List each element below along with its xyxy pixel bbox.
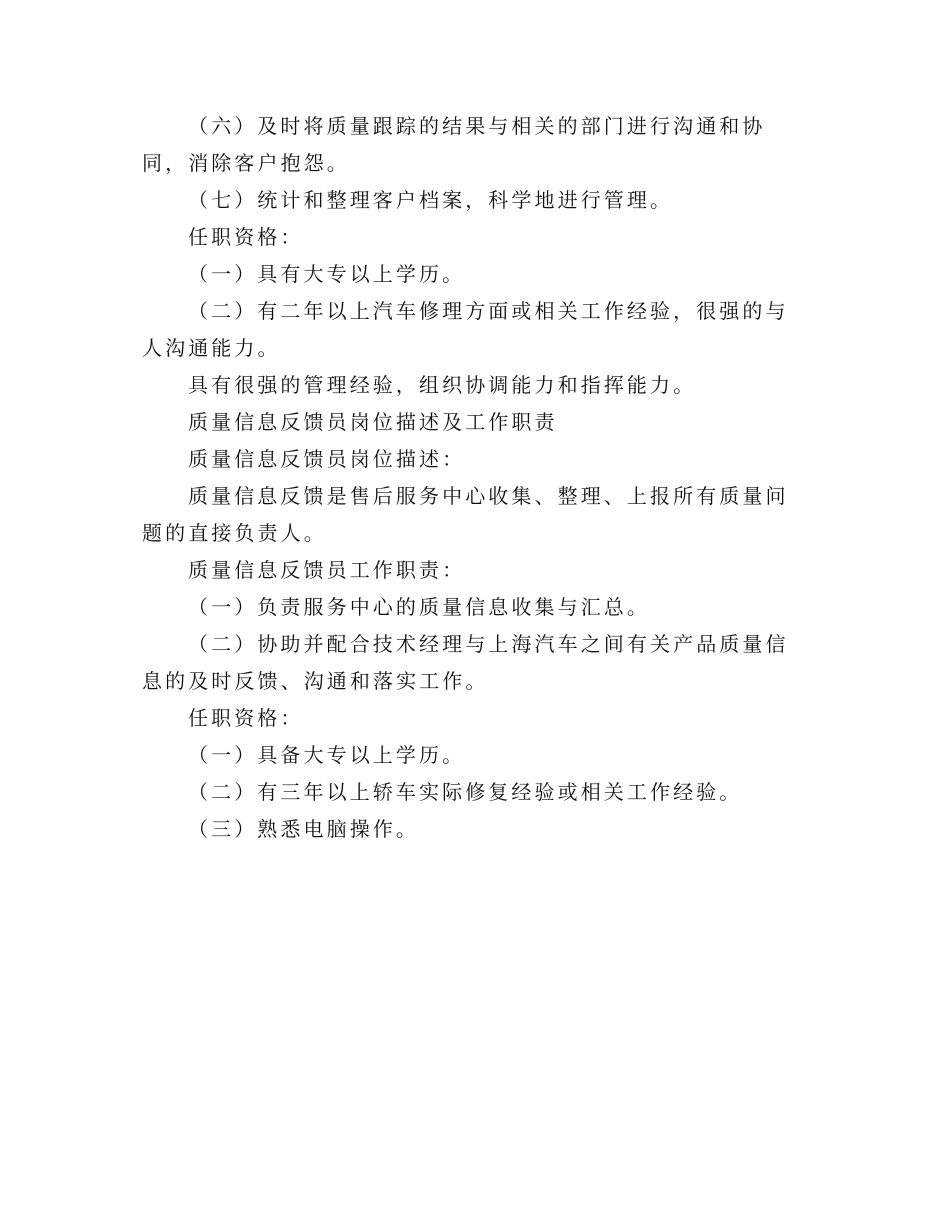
paragraph-qualification-1: （一）具有大专以上学历。 [188, 262, 466, 286]
section-heading-role-description: 质量信息反馈员岗位描述： [188, 447, 466, 471]
document-body [142, 108, 810, 848]
paragraph-qualification-2-1: （一）具备大专以上学历。 [188, 743, 466, 767]
paragraph-qualification-2-3: （三）熟悉电脑操作。 [188, 817, 419, 841]
section-heading-duties: 质量信息反馈员工作职责： [188, 558, 466, 582]
section-heading-qualifications: 任职资格： [188, 225, 304, 249]
paragraph-management-experience: 具有很强的管理经验，组织协调能力和指挥能力。 [188, 373, 697, 397]
section-title-feedback-role: 质量信息反馈员岗位描述及工作职责 [188, 410, 558, 434]
paragraph-duty-1: （一）负责服务中心的质量信息收集与汇总。 [188, 595, 650, 619]
paragraph-qualification-2: （二）有二年以上汽车修理方面或相关工作经验，很强的与人沟通能力。 [142, 299, 789, 360]
paragraph-role-description: 质量信息反馈是售后服务中心收集、整理、上报所有质量问题的直接负责人。 [142, 484, 789, 545]
paragraph-item-6-followup: （六）及时将质量跟踪的结果与相关的部门进行沟通和协同，消除客户抱怨。 [142, 114, 766, 175]
paragraph-item-7-archives: （七）统计和整理客户档案，科学地进行管理。 [188, 188, 674, 212]
section-heading-qualifications-2: 任职资格： [188, 706, 304, 730]
paragraph-qualification-2-2: （二）有三年以上轿车实际修复经验或相关工作经验。 [188, 780, 743, 804]
paragraph-duty-2: （二）协助并配合技术经理与上海汽车之间有关产品质量信息的及时反馈、沟通和落实工作。 [142, 632, 789, 693]
